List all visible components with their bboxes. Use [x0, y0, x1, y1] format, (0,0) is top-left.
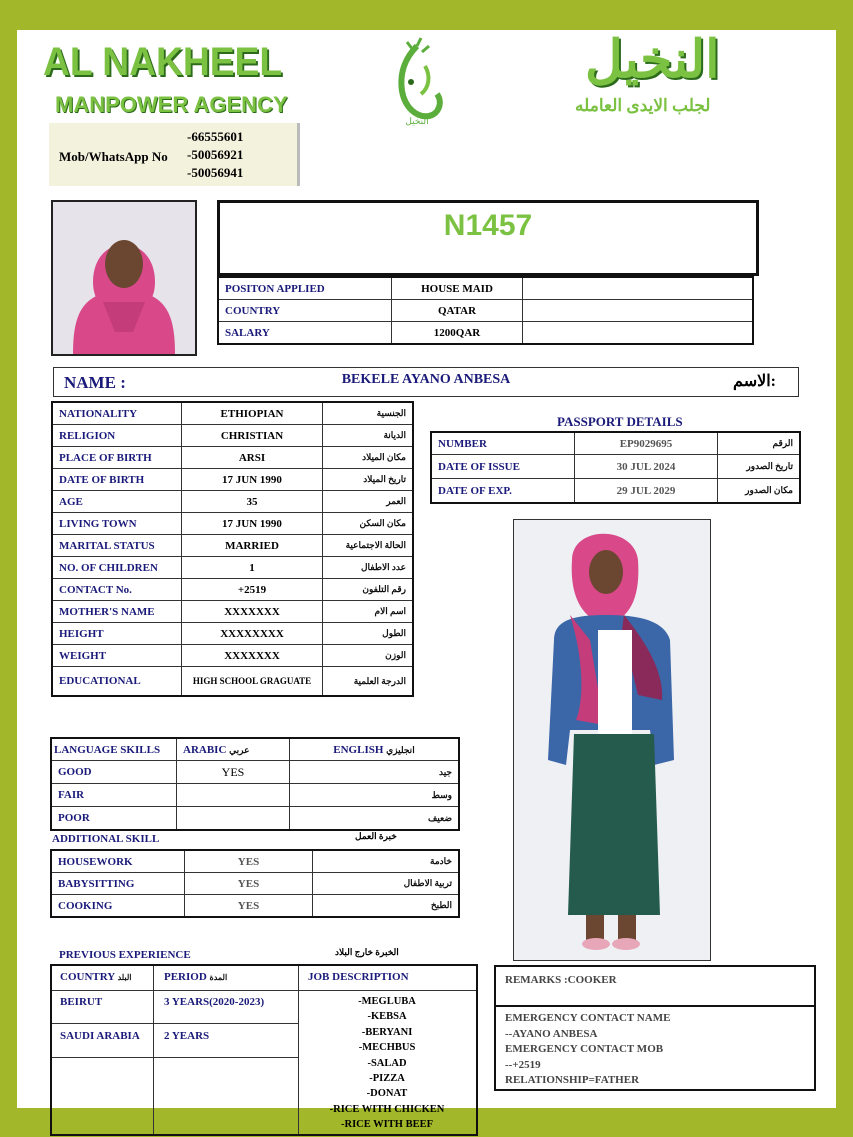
portrait-illustration: [53, 202, 195, 354]
row-divider: [52, 990, 476, 991]
name-label-ar: الاسم:: [733, 373, 776, 390]
position-value: 1200QAR: [392, 322, 523, 345]
job-item: -DONAT: [366, 1088, 408, 1100]
experience-title: PREVIOUS EXPERIENCE: [59, 949, 191, 961]
field-label: WEIGHT: [52, 645, 182, 667]
experience-country: SAUDI ARABIA: [60, 1030, 140, 1042]
skill-label: BABYSITTING: [51, 873, 185, 895]
field-label-ar: الجنسية: [323, 402, 414, 425]
field-value: MARRIED: [182, 535, 323, 557]
field-label: HEIGHT: [52, 623, 182, 645]
field-label-ar: الوزن: [323, 645, 414, 667]
field-label-ar: اسم الام: [323, 601, 414, 623]
blank-cell: [523, 300, 754, 322]
personal-row: [52, 645, 413, 667]
field-value: ETHIOPIAN: [182, 402, 323, 425]
field-label: NATIONALITY: [52, 402, 182, 425]
arabic-header-ar: عربي: [229, 744, 250, 755]
job-item: -BERYANI: [361, 1026, 413, 1038]
phone-1: -66555601: [187, 129, 244, 144]
skill-value: YES: [185, 850, 313, 873]
personal-table: [51, 401, 414, 697]
emergency-name: --AYANO ANBESA: [505, 1027, 598, 1040]
language-row: [51, 807, 459, 831]
blank-cell: [523, 322, 754, 345]
position-value: HOUSE MAID: [392, 277, 523, 300]
position-label: SALARY: [218, 322, 392, 345]
field-label-ar: مكان الميلاد: [323, 447, 414, 469]
job-item: -MECHBUS: [358, 1042, 416, 1054]
skill-label-ar: خادمة: [313, 850, 460, 873]
contact-label: Mob/WhatsApp No: [59, 149, 168, 164]
field-label: NO. OF CHILDREN: [52, 557, 182, 579]
job-item: -RICE WITH BEEF: [341, 1119, 433, 1131]
additional-skill-title-ar: خبرة العمل: [355, 831, 397, 841]
field-label: EDUCATIONAL: [52, 667, 182, 697]
skill-value: YES: [185, 895, 313, 918]
field-value: CHRISTIAN: [182, 425, 323, 447]
english-header: ENGLISH: [333, 743, 384, 756]
skill-label-ar: تربية الاطفال: [313, 873, 460, 895]
field-label: AGE: [52, 491, 182, 513]
col-country-label-ar: البلد: [117, 973, 132, 982]
personal-row: [52, 623, 413, 645]
arabic-header: ARABIC: [183, 743, 227, 756]
personal-row: [52, 557, 413, 579]
skill-label: COOKING: [51, 895, 185, 918]
agency-name-ar: النخيل: [585, 32, 720, 89]
col-period-label: PERIOD: [164, 971, 207, 983]
field-label: DATE OF BIRTH: [52, 469, 182, 491]
field-value: 35: [182, 491, 323, 513]
passport-label: NUMBER: [431, 432, 575, 455]
field-label-ar: تاريخ الميلاد: [323, 469, 414, 491]
position-value: QATAR: [392, 300, 523, 322]
skill-row: [51, 873, 459, 895]
field-label: LIVING TOWN: [52, 513, 182, 535]
phone-2: -50056921: [187, 147, 244, 162]
language-level-ar: ضعيف: [290, 807, 460, 831]
english-header-ar: انجليزي: [386, 744, 415, 755]
full-body-illustration: [514, 520, 710, 960]
arabic-level: [177, 807, 290, 831]
ref-code: N1457: [443, 209, 533, 242]
passport-label-ar: الرقم: [718, 432, 801, 455]
personal-row: [52, 447, 413, 469]
remarks-box: [494, 965, 816, 1091]
column-divider: [153, 966, 154, 1134]
position-label: POSITON APPLIED: [218, 277, 392, 300]
field-value: XXXXXXX: [182, 601, 323, 623]
experience-country: BEIRUT: [60, 996, 103, 1008]
cv-sheet: [17, 30, 836, 1131]
field-label: CONTACT No.: [52, 579, 182, 601]
field-value: HIGH SCHOOL GRAGUATE: [182, 667, 323, 697]
personal-row: [52, 425, 413, 447]
skill-label: HOUSEWORK: [51, 850, 185, 873]
field-value: +2519: [182, 579, 323, 601]
agency-name-line2: MANPOWER AGENCY: [55, 92, 288, 117]
portrait-photo: [51, 200, 197, 356]
field-label-ar: رقم التلفون: [323, 579, 414, 601]
language-row: [51, 784, 459, 807]
field-label-ar: الطول: [323, 623, 414, 645]
col-period-label-ar: المدة: [209, 973, 228, 982]
arabic-level: YES: [177, 761, 290, 784]
field-label: PLACE OF BIRTH: [52, 447, 182, 469]
field-label: RELIGION: [52, 425, 182, 447]
passport-table: [430, 431, 801, 504]
agency-name-line1: AL NAKHEEL: [43, 40, 283, 84]
emergency-name-label: EMERGENCY CONTACT NAME: [505, 1012, 671, 1024]
field-label-ar: الدرجة العلمية: [323, 667, 414, 697]
passport-value: EP9029695: [575, 432, 718, 455]
passport-row: [431, 432, 800, 455]
field-label-ar: مكان السكن: [323, 513, 414, 535]
name-label: NAME :: [64, 373, 126, 392]
additional-skill-title: ADDITIONAL SKILL: [52, 833, 160, 845]
field-label-ar: عدد الاطفال: [323, 557, 414, 579]
row-divider: [52, 1023, 298, 1024]
remarks-text: REMARKS :COOKER: [505, 974, 617, 986]
field-value: XXXXXXXX: [182, 623, 323, 645]
emblem-text: النخيل: [405, 116, 429, 126]
applicant-name: BEKELE AYANO ANBESA: [341, 372, 511, 387]
col-country-header: [60, 971, 132, 983]
emergency-mob: --+2519: [505, 1058, 541, 1071]
language-level-ar: وسط: [290, 784, 460, 807]
ref-code-box: [217, 200, 759, 276]
passport-value: 30 JUL 2024: [575, 455, 718, 479]
job-item: -RICE WITH CHICKEN: [329, 1103, 445, 1115]
field-label: MOTHER'S NAME: [52, 601, 182, 623]
remarks-divider: [496, 1005, 814, 1007]
job-item: -MEGLUBA: [358, 996, 416, 1007]
field-label-ar: العمر: [323, 491, 414, 513]
emergency-contact: [505, 1011, 670, 1089]
experience-table: [50, 964, 478, 1136]
personal-row: [52, 579, 413, 601]
personal-row: [52, 491, 413, 513]
row-divider: [52, 1057, 298, 1058]
field-value: 17 JUN 1990: [182, 513, 323, 535]
job-item: -PIZZA: [369, 1073, 405, 1085]
position-label: COUNTRY: [218, 300, 392, 322]
language-table: [50, 737, 460, 831]
field-label: MARITAL STATUS: [52, 535, 182, 557]
experience-period: 3 YEARS(2020-2023): [164, 996, 265, 1008]
relationship: RELATIONSHIP=FATHER: [505, 1074, 640, 1086]
skill-value: YES: [185, 873, 313, 895]
passport-label-ar: مكان الصدور: [718, 479, 801, 504]
passport-row: [431, 479, 800, 504]
position-row: [218, 322, 753, 345]
passport-label: DATE OF ISSUE: [431, 455, 575, 479]
personal-row: [52, 601, 413, 623]
skill-row: [51, 895, 459, 918]
blank-cell: [523, 277, 754, 300]
passport-title: PASSPORT DETAILS: [557, 414, 683, 429]
col-job-header: JOB DESCRIPTION: [308, 971, 409, 983]
phone-3: -50056941: [187, 165, 244, 180]
agency-tagline-ar: لجلب الايدى العامله: [575, 96, 711, 115]
position-row: [218, 277, 753, 300]
name-row: [53, 367, 799, 397]
additional-skill-table: [50, 849, 460, 918]
field-value: 17 JUN 1990: [182, 469, 323, 491]
language-level-ar: جيد: [290, 761, 460, 784]
position-table: [217, 276, 754, 345]
language-row: [51, 761, 459, 784]
agency-contact-box: [49, 123, 300, 186]
personal-row: [52, 535, 413, 557]
language-header-row: [51, 738, 459, 761]
job-item: -KEBSA: [367, 1011, 407, 1023]
job-description-list: [298, 994, 476, 1133]
skill-row: [51, 850, 459, 873]
personal-row: [52, 402, 413, 425]
personal-row: [52, 667, 413, 697]
language-level: FAIR: [51, 784, 177, 807]
passport-label-ar: تاريخ الصدور: [718, 455, 801, 479]
field-value: ARSI: [182, 447, 323, 469]
position-row: [218, 300, 753, 322]
skill-label-ar: الطبخ: [313, 895, 460, 918]
passport-row: [431, 455, 800, 479]
language-header: LANGUAGE SKILLS: [51, 738, 177, 761]
personal-row: [52, 513, 413, 535]
field-label-ar: الديانة: [323, 425, 414, 447]
palm-emblem-icon: [377, 36, 457, 126]
language-level: POOR: [51, 807, 177, 831]
field-value: XXXXXXX: [182, 645, 323, 667]
passport-value: 29 JUL 2029: [575, 479, 718, 504]
language-level: GOOD: [51, 761, 177, 784]
full-body-photo: [513, 519, 711, 961]
col-country-label: COUNTRY: [60, 971, 115, 983]
job-item: -SALAD: [367, 1057, 407, 1069]
arabic-level: [177, 784, 290, 807]
col-period-header: [164, 971, 227, 983]
emergency-mob-label: EMERGENCY CONTACT MOB: [505, 1043, 664, 1055]
personal-row: [52, 469, 413, 491]
field-value: 1: [182, 557, 323, 579]
passport-label: DATE OF EXP.: [431, 479, 575, 504]
experience-title-ar: الخبرة خارج البلاد: [335, 947, 399, 957]
experience-period: 2 YEARS: [164, 1030, 210, 1042]
field-label-ar: الحالة الاجتماعية: [323, 535, 414, 557]
